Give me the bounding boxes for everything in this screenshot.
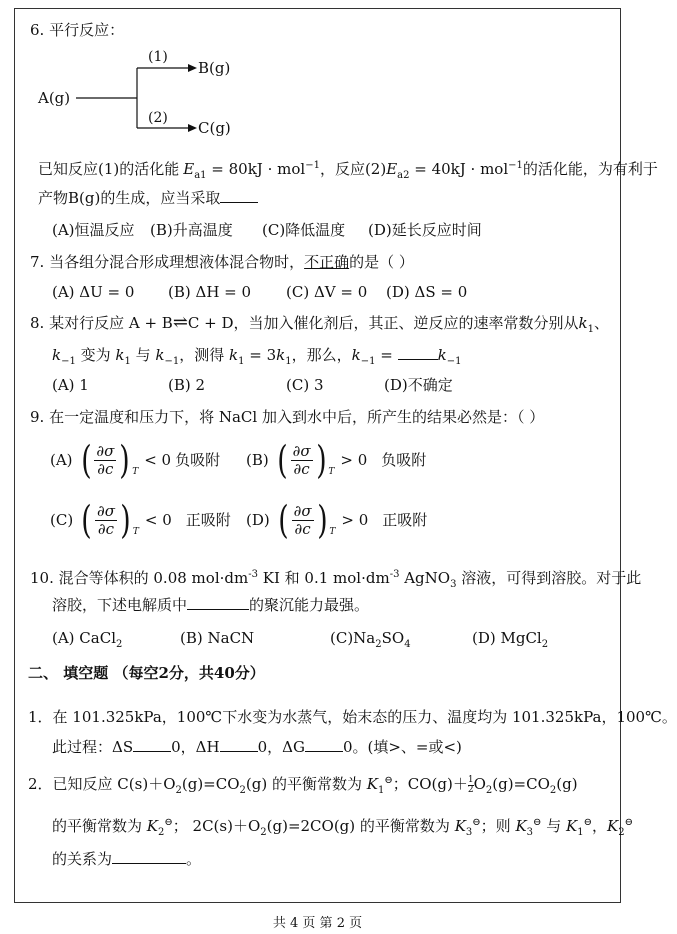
q6-option-d: (D)延长反应时间	[368, 221, 482, 239]
q6-given: 已知反应(1)的活化能 $E_{a1} = 80kJ \cdot mol^{-1}$，反应$(2)E_{a2} = 40kJ \cdot mol^{-1}$的活化能，为有利于	[38, 160, 658, 181]
q7-option-b: (B) ΔH = 0	[168, 283, 252, 301]
q10-question: 10. 混合等体积的 0.08 $mol\cdot dm^{-3}$ KI 和 0.1 $mol\cdot dm^{-3}$ AgNO$_3$ 溶液，可得到溶胶。对于此	[30, 569, 642, 590]
q9-option-d: (D) ( $\frac{\partial\sigma}{\partial c}$ ) T > 0 正吸附	[246, 498, 428, 542]
q10-option-b: (B) NaCN	[180, 629, 255, 647]
f2-question: 2．已知反应 $C(s)+O_2(g)=CO_2(g)$ 的平衡常数为 $K_1^⊖$；CO(g)＋ $\frac{1}{2}$ $O_2(g)=CO_2(g)$	[28, 774, 578, 796]
q6-option-a: (A)恒温反应	[52, 221, 135, 239]
answer-blank[interactable]	[398, 359, 438, 360]
path2-label: (2)	[148, 110, 168, 126]
answer-blank[interactable]	[133, 751, 171, 752]
q7-option-d: (D) ΔS = 0	[386, 283, 468, 301]
q10-line2: 溶胶，下述电解质中 的聚沉能力最强。	[52, 596, 370, 614]
q7-option-c: (C) ΔV = 0	[286, 283, 368, 301]
q9-option-b: (B) ( $\frac{\partial\sigma}{\partial c}$ ) T > 0 负吸附	[246, 438, 427, 482]
page-footer: 共 4 页 第 2 页	[272, 916, 363, 931]
answer-blank[interactable]	[187, 609, 249, 610]
q9-option-a: (A) ( $\frac{\partial\sigma}{\partial c}$ ) T < 0 负吸附	[50, 438, 221, 482]
q6-title: 6. 平行反应：	[30, 21, 125, 39]
q8-option-d: (D)不确定	[384, 376, 453, 394]
answer-blank[interactable]	[220, 751, 258, 752]
q8-option-a: (A) 1	[52, 376, 89, 394]
q8-question: 8. 某对行反应 A + B⇌C + D，当加入催化剂后，其正、逆反应的速率常数分别从$k_1$、	[30, 312, 610, 335]
parallel-reaction-diagram	[0, 0, 635, 160]
q8-option-b: (B) 2	[168, 376, 206, 394]
product-b: B(g)	[198, 59, 231, 77]
q6-question: 产物B(g)的生成，应当采取	[38, 189, 258, 207]
q6-option-b: (B)升高温度	[150, 221, 233, 239]
f1-line2: 此过程：ΔS 0，ΔH 0，ΔG 0。(填>、=或<)	[52, 738, 462, 756]
q7-option-a: (A) ΔU = 0	[52, 283, 135, 301]
product-c: C(g)	[198, 119, 231, 137]
answer-blank[interactable]	[112, 863, 186, 864]
section-title: 二、 填空题 （每空2分，共40分）	[28, 664, 265, 682]
reactant-a: A(g)	[38, 89, 71, 107]
q8-line2: $k_{-1}$ 变为 $k_1$ 与 $k_{-1}$，测得 $k_1 = 3k_1$，那么，$k_{-1} = k_{-1}$	[52, 346, 462, 367]
answer-blank[interactable]	[220, 202, 258, 203]
q10-option-a: (A) CaCl$_2$	[52, 629, 123, 650]
q9-option-c: (C) ( $\frac{\partial\sigma}{\partial c}$ ) T < 0 正吸附	[50, 498, 231, 542]
q6-option-c: (C)降低温度	[262, 221, 346, 239]
q10-option-c: $(C)Na_2SO_4$	[330, 629, 411, 650]
q8-option-c: (C) 3	[286, 376, 324, 394]
q7-question: 7. 当各组分混合形成理想液体混合物时，不正确的是（ ）	[30, 253, 414, 271]
answer-blank[interactable]	[305, 751, 343, 752]
f2-line2: 的平衡常数为 $K_2^⊖$； $2C(s)+O_2(g)=2CO(g)$ 的平衡常数为 $K_3^⊖$；则 $K_3^⊖$ 与 $K_1^⊖$，$K_2^⊖$	[52, 817, 633, 838]
f1-question: 1．在 101.325kPa，100℃下水变为水蒸气，始末态的压力、温度均为 101.325kPa，100℃。	[28, 708, 677, 726]
q10-option-d: (D) MgCl$_2$	[472, 629, 549, 650]
path1-label: (1)	[148, 49, 168, 65]
f2-line3: 的关系为 。	[52, 850, 202, 868]
q9-question: 9. 在一定温度和压力下，将 NaCl 加入到水中后，所产生的结果必然是：（ ）	[30, 408, 545, 426]
